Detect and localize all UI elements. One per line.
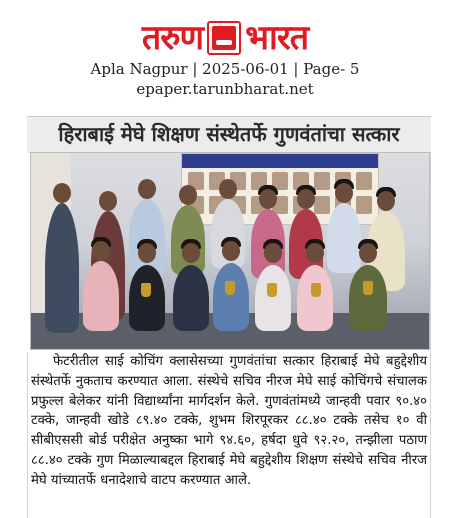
logo-word-right: भारत	[245, 18, 309, 58]
headline-banner	[27, 116, 431, 153]
logo-word-left: तरुण	[141, 18, 204, 58]
article-paragraph: फेटरीतील साई कोचिंग क्लासेसच्या गुणवंतांचा सत्कार हिराबाई मेघे बहुद्देशीय संस्थेतर्फे नुकताच करण्यात आला. संस्थेचे सचिव नीरज मेघे साई कोचिंगचे संचालक प्रफुल्ल बेलेकर यांनी विद्यार्थ्यांना मार्गदर्शन केले. गुणवंतांमध्ये जान्हवी पवार ९०.४० टक्के, जान्हवी खोडे ८९.४० टक्के, शुभम शिरपूरकर ८८.४० टक्के तसेच १० वी सीबीएससी बोर्ड परीक्षेत अनुष्का भागे ९४.६०, हर्षदा धुवे ९२.२०, तन्झीला पठाण ८८.४० टक्के गुण मिळाल्याबद्दल हिराबाई मेघे बहुद्देशीय शिक्षण संस्थेचे सचिव नीरज मेघे यांच्यातर्फे धनादेशाचे वाटप करण्यात आले.	[31, 354, 427, 488]
article-body	[31, 352, 427, 491]
masthead	[0, 0, 450, 112]
article-photo	[30, 152, 430, 350]
article-headline: हिराबाई मेघे शिक्षण संस्थेतर्फे गुणवंतांचा सत्कार	[58, 122, 400, 146]
epaper-url[interactable]: epaper.tarunbharat.net	[136, 80, 314, 98]
cropped-text-fragment	[35, 108, 115, 114]
edition-meta: Apla Nagpur | 2025-06-01 | Page- 5	[90, 60, 360, 78]
column-rule-left	[27, 352, 28, 518]
logo-emblem-icon	[207, 21, 241, 55]
column-rule-right	[430, 152, 431, 518]
article-clipping	[27, 108, 431, 518]
newspaper-logo[interactable]	[100, 16, 350, 60]
